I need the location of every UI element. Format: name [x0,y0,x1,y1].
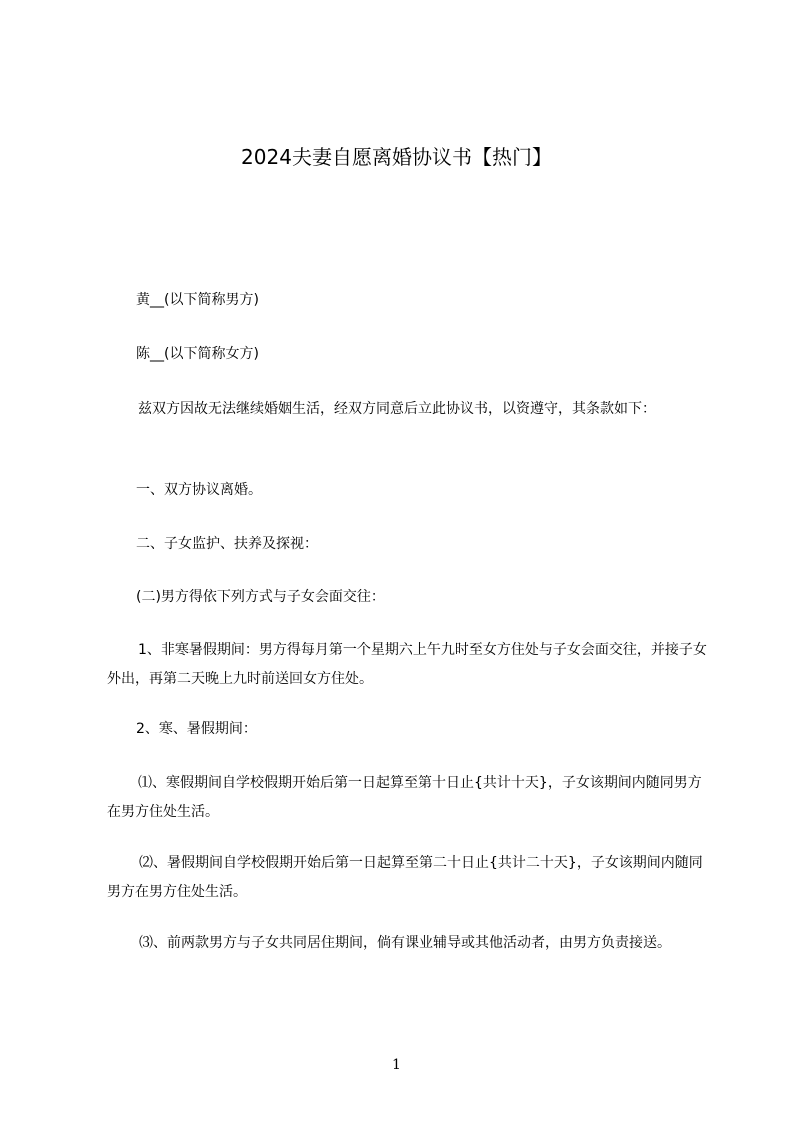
item-2-3-pickup: ⑶、前两款男方与子女共同居住期间，倘有课业辅导或其他活动者，由男方负责接送。 [139,935,671,951]
item-2-2-summer: ⑵、暑假期间自学校假期开始后第一日起算至第二十日止{共计二十天}，子女该期间内随同男方在男方住处生活。 [107,855,703,900]
clause-1: 一、双方协议离婚。 [136,482,262,498]
party-female: 陈__(以下简称女方) [136,346,259,362]
item-1-non-vacation: 1、非寒暑假期间：男方得每月第一个星期六上午九时至女方住处与子女会面交往，并接子女外出，再第二天晚上九时前送回女方住处。 [107,642,707,687]
document-title: 2024夫妻自愿离婚协议书【热门】 [241,145,552,169]
clause-2: 二、子女监护、扶养及探视： [136,536,318,552]
party-male: 黄__(以下简称男方) [136,292,259,308]
preamble-paragraph: 兹双方因故无法继续婚姻生活，经双方同意后立此协议书，以资遵守，其条款如下： [138,401,656,417]
page-number: 1 [392,1057,401,1073]
item-2-vacation: 2、寒、暑假期间： [136,721,257,737]
item-2-1-winter: ⑴、寒假期间自学校假期开始后第一日起算至第十日止{共计十天}，子女该期间内随同男方在男方住处生活。 [107,775,702,820]
clause-2-sub-2: (二)男方得依下列方式与子女会面交往： [136,589,385,605]
